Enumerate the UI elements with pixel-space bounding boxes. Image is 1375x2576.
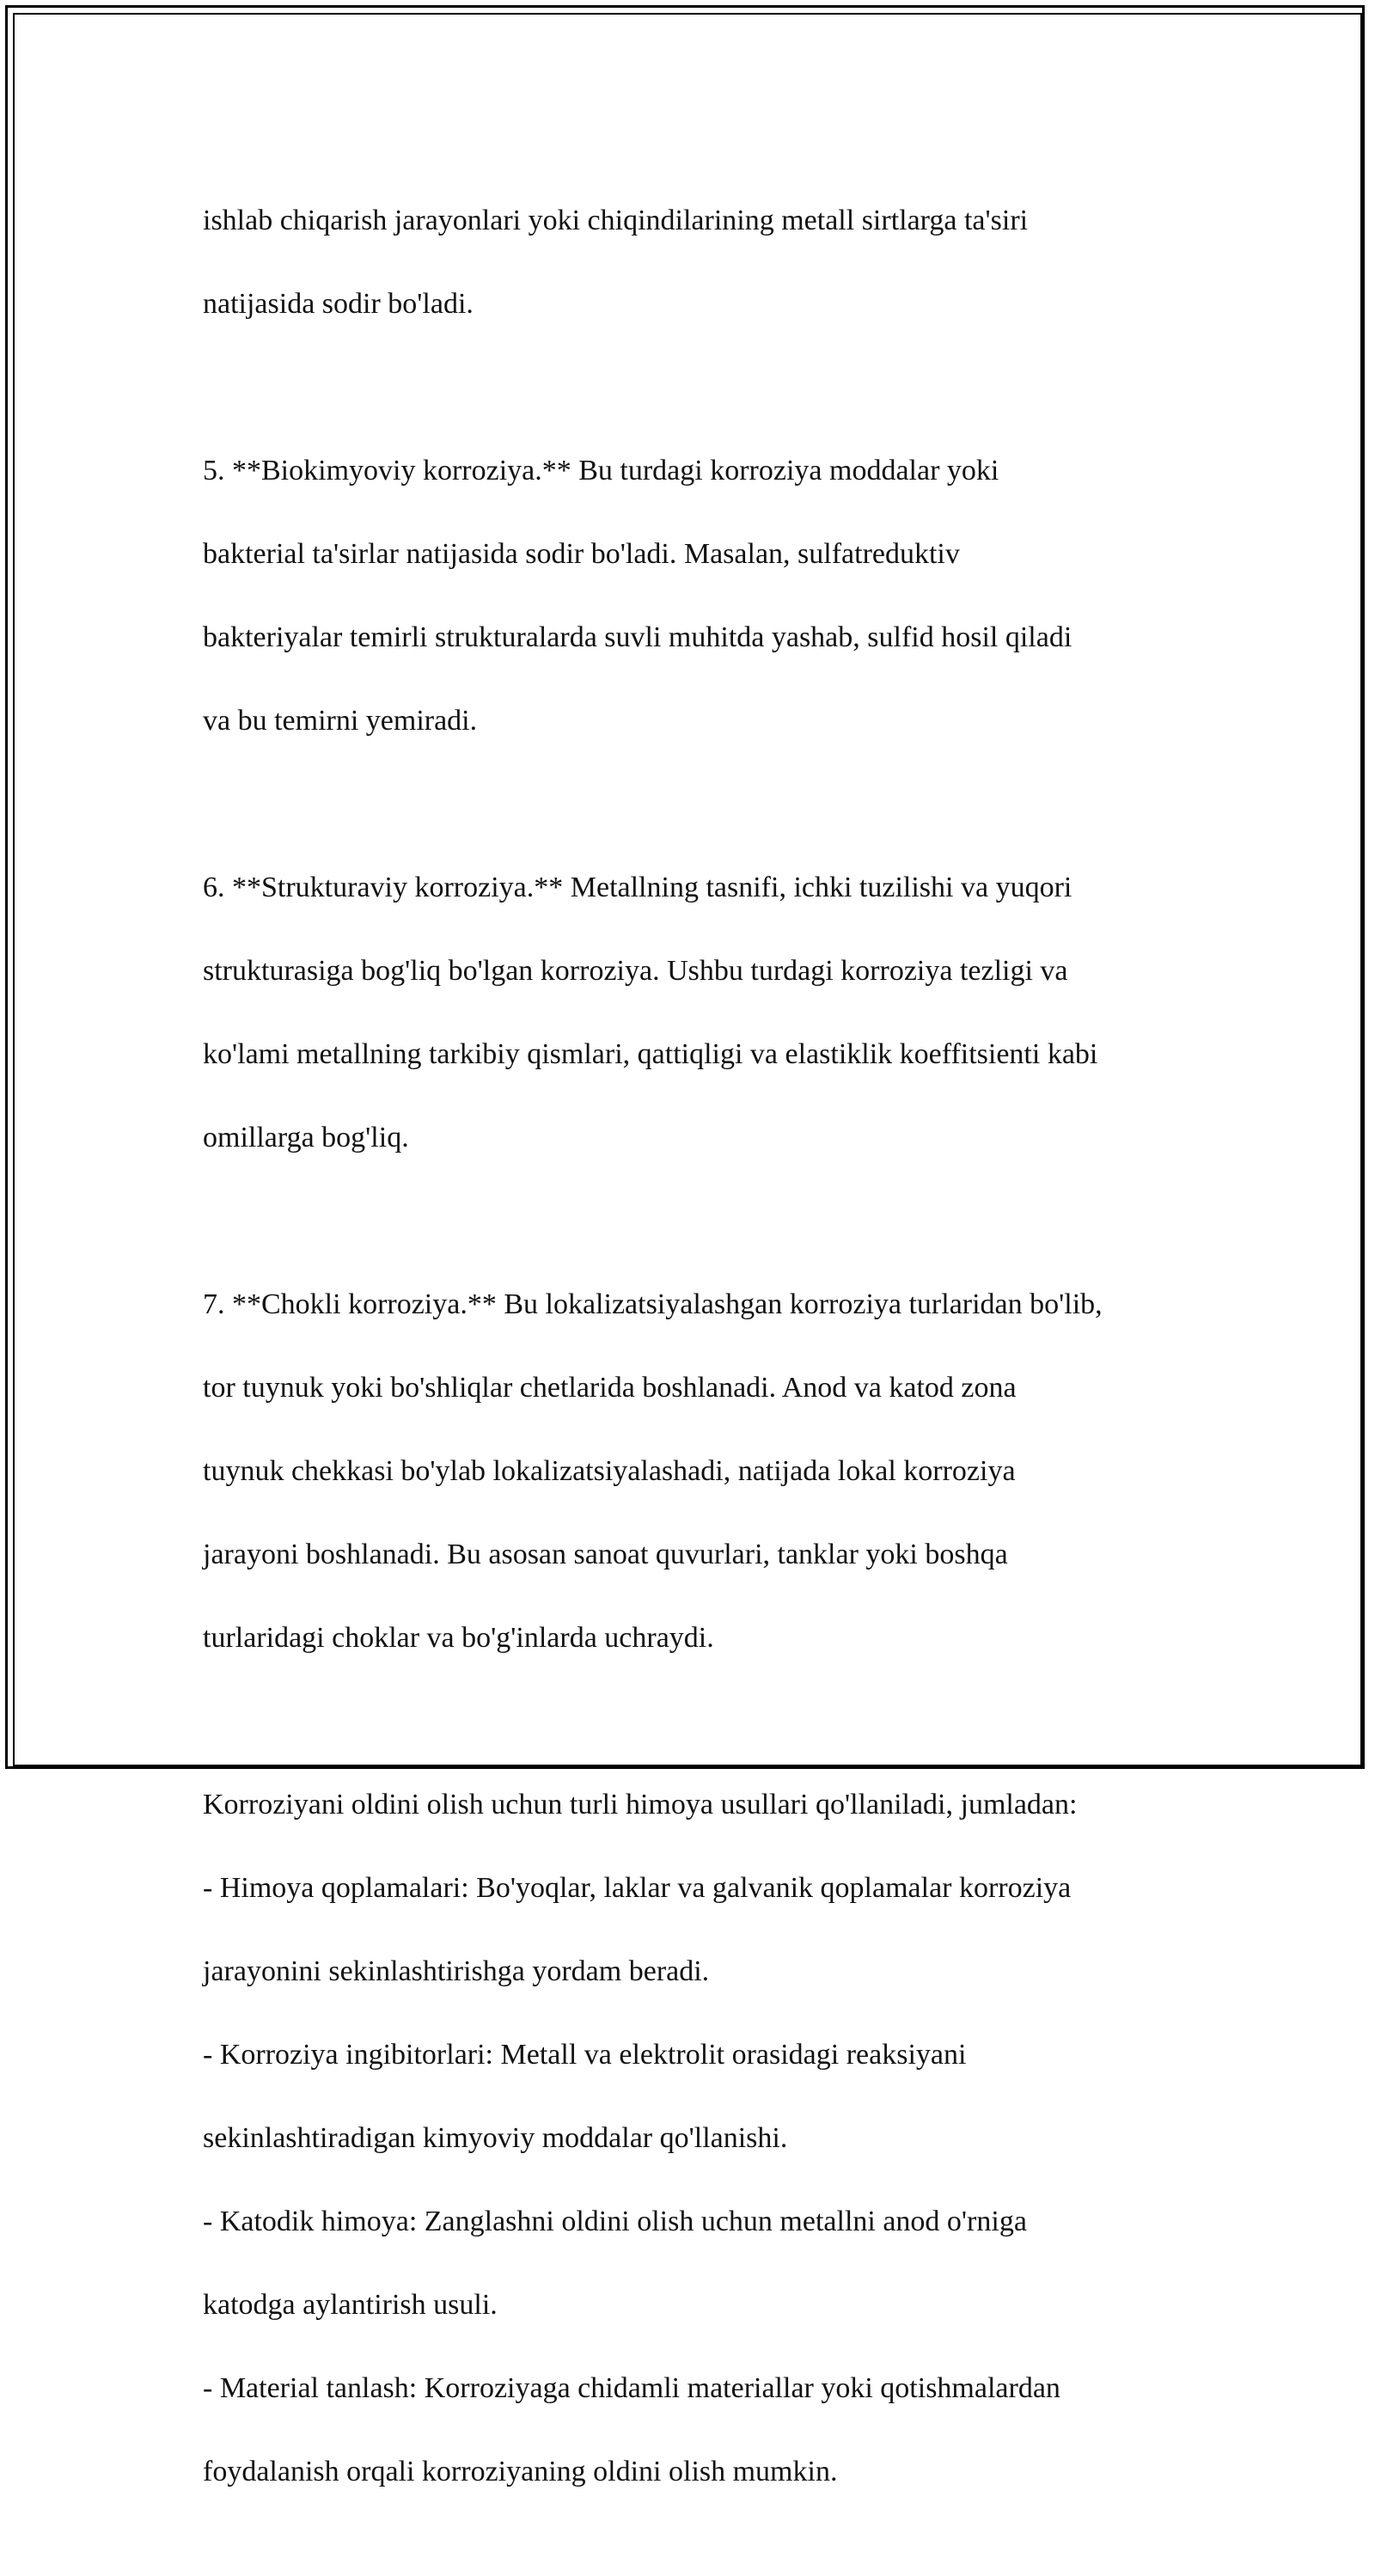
list-item-material-tanlash: - Material tanlash: Korroziyaga chidamli materiallar yoki qotishmalardan: [203, 2371, 1060, 2404]
paragraph-chokli-korroziya: [203, 1242, 1191, 1701]
text-line: sekinlashtiradigan kimyoviy moddalar qo'llanishi.: [203, 2121, 788, 2154]
text-line: 5. **Biokimyoviy korroziya.** Bu turdagi korroziya moddalar yoki: [203, 454, 999, 486]
text-line: tor tuynuk yoki bo'shliqlar chetlarida boshlanadi. Anod va katod zona: [203, 1371, 1017, 1404]
text-line: strukturasiga bog'liq bo'lgan korroziya. Ushbu turdagi korroziya tezligi va: [203, 954, 1068, 987]
document-body: [203, 158, 1191, 2576]
list-item-katodik-himoya: - Katodik himoya: Zanglashni oldini olish uchun metallni anod o'rniga: [203, 2205, 1027, 2237]
paragraph-himoya-usullari: [203, 1742, 1191, 2535]
list-item-himoya-qoplamalari: - Himoya qoplamalari: Bo'yoqlar, laklar va galvanik qoplamalar korroziya: [203, 1871, 1072, 1904]
text-line: katodga aylantirish usuli.: [203, 2288, 498, 2321]
text-line: natijasida sodir bo'ladi.: [203, 287, 474, 320]
text-line: ko'lami metallning tarkibiy qismlari, qattiqligi va elastiklik koeffitsienti kabi: [203, 1037, 1098, 1070]
text-line: ishlab chiqarish jarayonlari yoki chiqindilarining metall sirtlarga ta'siri: [203, 204, 1029, 236]
text-line: Korroziyani oldini olish uchun turli himoya usullari qo'llaniladi, jumladan:: [203, 1788, 1078, 1820]
list-item-korroziya-ingibitorlari: - Korroziya ingibitorlari: Metall va elektrolit orasidagi reaksiyani: [203, 2038, 967, 2071]
paragraph-intro-continuation: [203, 158, 1191, 367]
text-line: bakterial ta'sirlar natijasida sodir bo'ladi. Masalan, sulfatreduktiv: [203, 537, 960, 570]
text-line: bakteriyalar temirli strukturalarda suvli muhitda yashab, sulfid hosil qiladi: [203, 621, 1072, 653]
text-line: foydalanish orqali korroziyaning oldini olish mumkin.: [203, 2455, 838, 2487]
text-line: 6. **Strukturaviy korroziya.** Metallning tasnifi, ichki tuzilishi va yuqori: [203, 871, 1072, 903]
text-line: jarayonini sekinlashtirishga yordam beradi.: [203, 1955, 710, 1987]
text-line: jarayoni boshlanadi. Bu asosan sanoat quvurlari, tanklar yoki boshqa: [203, 1538, 1008, 1570]
paragraph-biokimyoviy-korroziya: [203, 408, 1191, 784]
text-line: 7. **Chokli korroziya.** Bu lokalizatsiyalashgan korroziya turlaridan bo'lib,: [203, 1288, 1103, 1320]
paragraph-strukturaviy-korroziya: [203, 825, 1191, 1201]
text-line: turlaridagi choklar va bo'g'inlarda uchraydi.: [203, 1621, 714, 1654]
text-line: va bu temirni yemiradi.: [203, 704, 478, 737]
text-line: tuynuk chekkasi bo'ylab lokalizatsiyalashadi, natijada lokal korroziya: [203, 1454, 1016, 1487]
text-line: omillarga bog'liq.: [203, 1121, 409, 1153]
